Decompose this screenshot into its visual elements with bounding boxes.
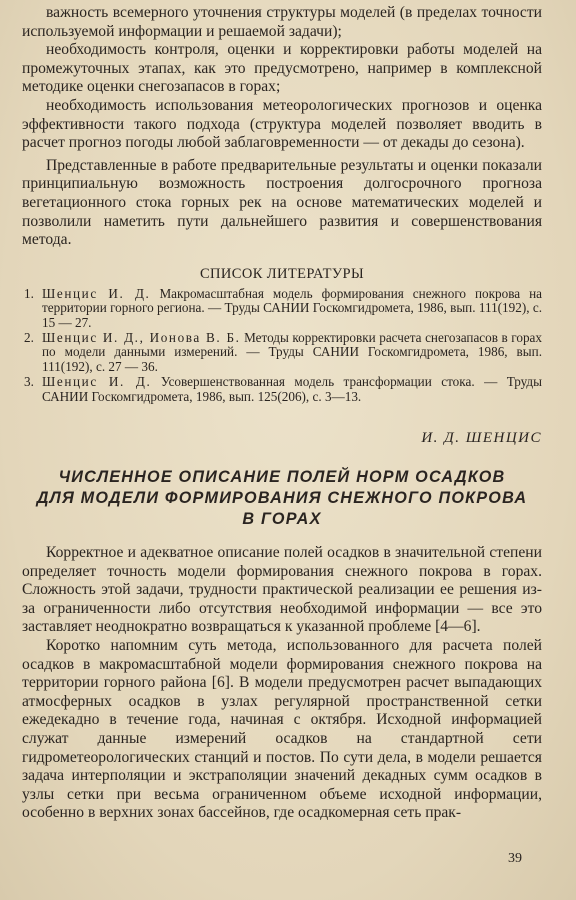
reference-text: Методы корректировки расчета снегозапасов в горах по модели данными измерений. — Труды САНИИ Госкомгидромета, 1986, вып. 111(192), с. 27 — 36. (42, 329, 543, 374)
author-signature: И. Д. ШЕНЦИС (421, 429, 542, 446)
reference-author: Шенцис И. Д., Ионова В. Б. (42, 329, 241, 345)
article-title-line: ЧИСЛЕННОЕ ОПИСАНИЕ ПОЛЕЙ НОРМ ОСАДКОВ (58, 467, 506, 486)
reference-author: Шенцис И. Д. (42, 374, 152, 390)
reference-number: 1. (24, 285, 34, 301)
paragraph-importance: важность всемерного уточнения структуры моделей (в пределах точности используемой информации и решаемой задачи); (22, 4, 542, 40)
paragraph-conclusion: Представленные в работе предварительные результаты и оценки показали принципиальную возможность построения долгосрочного прогноза вегетационного стока горных рек на основе математических моделей и позволили наметить пути дальнейшего развития и совершенствования метода. (22, 156, 542, 249)
paragraph-forecasts: необходимость использования метеорологических прогнозов и оценка эффективности такого подхода (структура моделей позволяет вводить в расчет прогноз погоды любой заблаговременности — от декады до сезона). (22, 96, 542, 152)
page-content (22, 4, 542, 823)
references-title: СПИСОК ЛИТЕРАТУРЫ (199, 265, 365, 282)
reference-item (22, 375, 542, 404)
reference-text: Усовершенствованная модель трансформации стока. — Труды САНИИ Госкомгидромета, 1986, вып. 125(206), с. 3—13. (42, 374, 542, 404)
reference-item (22, 287, 542, 330)
article-title-line: В ГОРАХ (242, 509, 322, 528)
article-title-line: ДЛЯ МОДЕЛИ ФОРМИРОВАНИЯ СНЕЖНОГО ПОКРОВА (36, 488, 528, 507)
article-title (22, 467, 542, 530)
reference-author: Шенцис И. Д. (42, 285, 151, 301)
paragraph-control: необходимость контроля, оценки и корректировки работы моделей на промежуточных этапах, как это предусмотрено, например в комплексной методике оценки снегозапасов в горах; (22, 41, 542, 96)
reference-number: 2. (24, 329, 34, 345)
article-paragraph-intro: Корректное и адекватное описание полей осадков в значительной степени определяет точность модели формирования снежного покрова в горах. Сложность этой задачи, трудности практической реализации ее решения из-за ограниченности либо отсутствия необходимой информации — все это заставляет неоднократно возвращаться к указанной проблеме [4—6]. (22, 543, 542, 636)
page-number: 39 (508, 851, 522, 866)
reference-number: 3. (24, 374, 34, 390)
reference-text: Макромасштабная модель формирования снежного покрова на территории горного региона. — Труды САНИИ Госкомгидромета, 1986, вып. 111(192), с. 15 — 27. (42, 285, 543, 330)
references-list (22, 287, 542, 404)
article-paragraph-method: Коротко напомним суть метода, использованного для расчета полей осадков в макромасштабной модели формирования снежного покрова на территории горного района [6]. В модели предусмотрен расчет выпадающих атмосферных осадков в узлах регулярной пространственной сетки ежедекадно в течение года, начиная с октября. Исходной информацией служат данные измерений осадков на стандартной сети гидрометеорологических станций и постов. По сути дела, в модели решается задача интерполяции и экстраполяции значений декадных сумм осадков в узлы сетки при весьма ограниченном объеме исходной информации, особенно в верхних зонах бассейнов, где осадкомерная сеть прак- (22, 636, 542, 822)
reference-item (22, 331, 542, 374)
